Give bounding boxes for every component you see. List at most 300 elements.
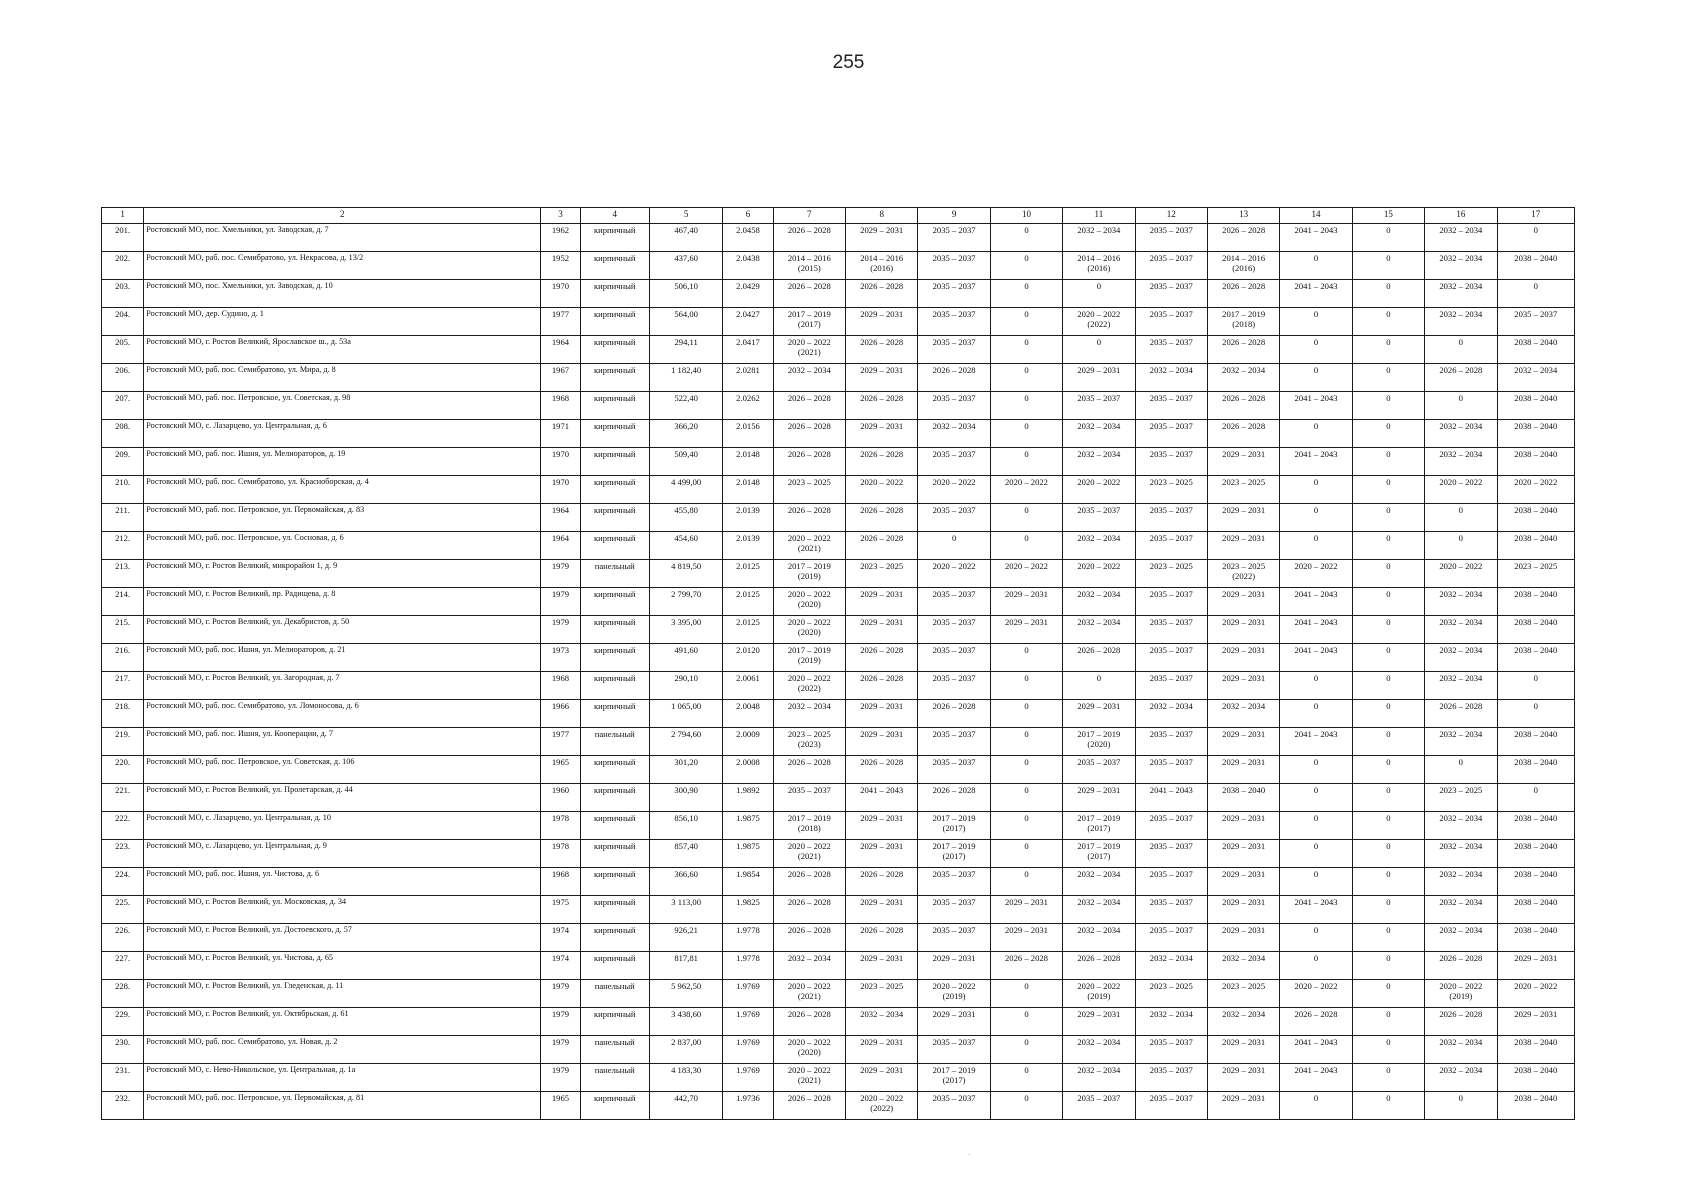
row-number-cell: 219. — [102, 728, 144, 756]
column-header: 2 — [144, 208, 541, 224]
period-actual-year: (2021) — [797, 543, 821, 554]
period-actual-year: (2016) — [870, 263, 894, 274]
period-actual-year: (2016) — [1232, 263, 1256, 274]
table-cell: 0 — [1352, 308, 1424, 336]
table-cell: 2023 – 2025 — [846, 560, 918, 588]
table-cell: 2020 – 2022 — [1425, 560, 1497, 588]
table-cell: 0 — [918, 532, 990, 560]
address-cell: Ростовский МО, раб. пос. Ишня, ул. Чистова, д. 6 — [144, 868, 541, 896]
table-cell: 1974 — [541, 924, 580, 952]
table-cell: 1970 — [541, 448, 580, 476]
period-range: 2020 – 2022 — [787, 981, 831, 991]
table-cell: 2029 – 2031 — [1207, 1064, 1279, 1092]
period-actual-year: (2022) — [870, 1103, 894, 1114]
table-cell: 2035 – 2037 — [1135, 924, 1207, 952]
table-cell: 0 — [990, 224, 1062, 252]
table-cell: 2035 – 2037 — [918, 896, 990, 924]
table-cell: 2029 – 2031 — [846, 364, 918, 392]
table-cell: 2029 – 2031 — [1207, 1092, 1279, 1120]
row-number-cell: 230. — [102, 1036, 144, 1064]
table-cell: 2.0148 — [723, 448, 773, 476]
table-cell: 2026 – 2028 — [846, 448, 918, 476]
table-row — [102, 644, 1575, 672]
table-cell: 2035 – 2037 — [1135, 644, 1207, 672]
table-cell — [1207, 308, 1279, 336]
column-header: 11 — [1063, 208, 1135, 224]
table-cell: 0 — [990, 812, 1062, 840]
table-cell: 2026 – 2028 — [1063, 644, 1135, 672]
table-cell: 454,60 — [649, 532, 722, 560]
table-cell: 1 065,00 — [649, 700, 722, 728]
row-number-cell: 205. — [102, 336, 144, 364]
table-cell: 2029 – 2031 — [1207, 616, 1279, 644]
table-cell: 2032 – 2034 — [1425, 420, 1497, 448]
table-cell: 2026 – 2028 — [773, 224, 845, 252]
table-cell: кирпичный — [580, 224, 649, 252]
table-cell: 2035 – 2037 — [918, 504, 990, 532]
table-cell: 2038 – 2040 — [1497, 252, 1574, 280]
table-cell: 2035 – 2037 — [918, 728, 990, 756]
table-cell: 2029 – 2031 — [990, 616, 1062, 644]
table-cell: 0 — [1352, 364, 1424, 392]
table-cell: 0 — [990, 532, 1062, 560]
table-cell: 2041 – 2043 — [1280, 392, 1352, 420]
table-cell: 1.9854 — [723, 868, 773, 896]
table-cell: 2.0008 — [723, 756, 773, 784]
table-cell: 2032 – 2034 — [1063, 448, 1135, 476]
table-cell: 2035 – 2037 — [1135, 868, 1207, 896]
table-cell: 0 — [1280, 252, 1352, 280]
period-range: 2017 – 2019 — [1077, 841, 1121, 851]
table-cell: 2023 – 2025 — [1497, 560, 1574, 588]
table-cell: 857,40 — [649, 840, 722, 868]
table-cell: 2026 – 2028 — [1425, 952, 1497, 980]
table-cell — [773, 812, 845, 840]
table-cell: 2035 – 2037 — [918, 1036, 990, 1064]
period-actual-year: (2021) — [797, 1075, 821, 1086]
table-cell: 5 962,50 — [649, 980, 722, 1008]
table-cell: 1.9875 — [723, 840, 773, 868]
table-cell: 817,81 — [649, 952, 722, 980]
table-cell: 2029 – 2031 — [1207, 1036, 1279, 1064]
row-number-cell: 225. — [102, 896, 144, 924]
table-cell: 2020 – 2022 — [1497, 476, 1574, 504]
table-cell: 2035 – 2037 — [1135, 1036, 1207, 1064]
table-cell: 2.0048 — [723, 700, 773, 728]
table-cell: 0 — [1425, 392, 1497, 420]
table-cell: 2.0429 — [723, 280, 773, 308]
period-actual-year: (2017) — [797, 319, 821, 330]
table-cell: 2026 – 2028 — [846, 336, 918, 364]
table-cell: 2041 – 2043 — [1280, 616, 1352, 644]
table-cell: 2032 – 2034 — [1425, 896, 1497, 924]
table-cell: 2026 – 2028 — [846, 280, 918, 308]
table-cell: 2035 – 2037 — [1135, 308, 1207, 336]
column-header: 3 — [541, 208, 580, 224]
table-cell: 2032 – 2034 — [1063, 1036, 1135, 1064]
table-cell: 0 — [990, 280, 1062, 308]
table-cell: 2020 – 2022 — [1063, 476, 1135, 504]
table-cell: 2035 – 2037 — [1135, 840, 1207, 868]
table-cell: 300,90 — [649, 784, 722, 812]
table-cell: 2038 – 2040 — [1497, 392, 1574, 420]
table-cell: 2029 – 2031 — [918, 1008, 990, 1036]
table-cell: 0 — [990, 700, 1062, 728]
table-cell: 1978 — [541, 840, 580, 868]
table-cell: 2026 – 2028 — [773, 756, 845, 784]
table-cell: 2035 – 2037 — [773, 784, 845, 812]
table-cell: 2023 – 2025 — [1207, 476, 1279, 504]
period-actual-year: (2020) — [1087, 739, 1111, 750]
table-cell: 2035 – 2037 — [1135, 1064, 1207, 1092]
column-header: 17 — [1497, 208, 1574, 224]
table-cell: 2035 – 2037 — [918, 224, 990, 252]
row-number-cell: 220. — [102, 756, 144, 784]
table-cell: кирпичный — [580, 1008, 649, 1036]
table-cell: кирпичный — [580, 840, 649, 868]
table-cell: 2041 – 2043 — [1280, 728, 1352, 756]
table-cell: кирпичный — [580, 868, 649, 896]
table-cell: 2029 – 2031 — [1497, 952, 1574, 980]
table-cell: 1966 — [541, 700, 580, 728]
address-cell: Ростовский МО, г. Ростов Великий, пр. Радищева, д. 8 — [144, 588, 541, 616]
table-cell: 294,11 — [649, 336, 722, 364]
table-cell: панельный — [580, 1064, 649, 1092]
address-cell: Ростовский МО, г. Ростов Великий, ул. Загородная, д. 7 — [144, 672, 541, 700]
table-cell: 2032 – 2034 — [1425, 728, 1497, 756]
row-number-cell: 214. — [102, 588, 144, 616]
address-cell: Ростовский МО, раб. пос. Семибратово, ул. Красноборская, д. 4 — [144, 476, 541, 504]
table-cell: 2029 – 2031 — [990, 896, 1062, 924]
housing-repair-schedule-table — [101, 207, 1575, 1120]
table-cell: 2029 – 2031 — [846, 952, 918, 980]
table-cell: 0 — [1497, 700, 1574, 728]
row-number-cell: 229. — [102, 1008, 144, 1036]
table-cell: 2020 – 2022 — [990, 560, 1062, 588]
period-actual-year: (2016) — [1087, 263, 1111, 274]
table-cell: 0 — [1280, 336, 1352, 364]
table-row — [102, 336, 1575, 364]
table-cell: 2.0262 — [723, 392, 773, 420]
period-range: 2020 – 2022 — [1077, 981, 1121, 991]
table-row — [102, 672, 1575, 700]
table-cell: 2035 – 2037 — [1135, 392, 1207, 420]
table-cell: 2032 – 2034 — [1425, 252, 1497, 280]
table-cell: 1979 — [541, 1064, 580, 1092]
table-cell: 0 — [1352, 980, 1424, 1008]
address-cell: Ростовский МО, раб. пос. Петровское, ул. Советская, д. 106 — [144, 756, 541, 784]
period-range: 2014 – 2016 — [1222, 253, 1266, 263]
table-cell: панельный — [580, 980, 649, 1008]
table-cell: 0 — [990, 868, 1062, 896]
table-cell: 2020 – 2022 — [918, 476, 990, 504]
table-cell — [773, 728, 845, 756]
table-cell — [773, 336, 845, 364]
row-number-cell: 228. — [102, 980, 144, 1008]
address-cell: Ростовский МО, раб. пос. Ишня, ул. Кооперации, д. 7 — [144, 728, 541, 756]
period-range: 2017 – 2019 — [787, 309, 831, 319]
table-cell: 2035 – 2037 — [1135, 1092, 1207, 1120]
table-cell: 2029 – 2031 — [1063, 700, 1135, 728]
table-cell: 0 — [990, 644, 1062, 672]
table-row — [102, 252, 1575, 280]
table-cell: 0 — [990, 336, 1062, 364]
table-cell: 0 — [990, 756, 1062, 784]
address-cell: Ростовский МО, г. Ростов Великий, ул. Достоевского, д. 57 — [144, 924, 541, 952]
table-cell: 2032 – 2034 — [1207, 1008, 1279, 1036]
period-range: 2020 – 2022 — [787, 1065, 831, 1075]
period-actual-year: (2021) — [797, 851, 821, 862]
period-actual-year: (2021) — [797, 347, 821, 358]
address-cell: Ростовский МО, раб. пос. Петровское, ул. Первомайская, д. 83 — [144, 504, 541, 532]
table-cell: 2026 – 2028 — [773, 1008, 845, 1036]
table-cell: 2032 – 2034 — [1063, 924, 1135, 952]
table-cell: 2029 – 2031 — [1207, 588, 1279, 616]
table-row — [102, 308, 1575, 336]
address-cell: Ростовский МО, г. Ростов Великий, микрорайон 1, д. 9 — [144, 560, 541, 588]
row-number-cell: 213. — [102, 560, 144, 588]
table-cell: 1968 — [541, 672, 580, 700]
table-cell: кирпичный — [580, 280, 649, 308]
table-cell: 0 — [1280, 504, 1352, 532]
period-range: 2020 – 2022 — [932, 981, 976, 991]
table-cell: 1.9736 — [723, 1092, 773, 1120]
table-cell: 2029 – 2031 — [846, 616, 918, 644]
table-cell: 2026 – 2028 — [846, 672, 918, 700]
period-actual-year: (2019) — [1087, 991, 1111, 1002]
table-cell: 2032 – 2034 — [1135, 700, 1207, 728]
table-cell — [918, 812, 990, 840]
period-actual-year: (2018) — [797, 823, 821, 834]
table-cell: 2032 – 2034 — [773, 952, 845, 980]
table-cell: 1973 — [541, 644, 580, 672]
table-cell: 2032 – 2034 — [1207, 364, 1279, 392]
table-cell: 2029 – 2031 — [990, 924, 1062, 952]
table-cell: 506,10 — [649, 280, 722, 308]
table-cell: 2026 – 2028 — [1425, 700, 1497, 728]
table-row — [102, 476, 1575, 504]
table-cell — [773, 588, 845, 616]
address-cell: Ростовский МО, раб. пос. Петровское, ул. Советская, д. 98 — [144, 392, 541, 420]
table-cell: панельный — [580, 728, 649, 756]
table-cell: кирпичный — [580, 532, 649, 560]
table-cell: 856,10 — [649, 812, 722, 840]
table-cell: 2023 – 2025 — [1135, 476, 1207, 504]
table-cell: 2029 – 2031 — [1207, 840, 1279, 868]
table-cell: 0 — [1352, 336, 1424, 364]
table-cell: 2.0009 — [723, 728, 773, 756]
address-cell: Ростовский МО, раб. пос. Семибратово, ул. Новая, д. 2 — [144, 1036, 541, 1064]
table-cell: 1979 — [541, 1036, 580, 1064]
table-cell: 2035 – 2037 — [1135, 728, 1207, 756]
table-cell: 2032 – 2034 — [1063, 896, 1135, 924]
column-header: 12 — [1135, 208, 1207, 224]
table-cell — [1207, 252, 1279, 280]
table-cell: 2029 – 2031 — [846, 308, 918, 336]
table-cell: 2029 – 2031 — [846, 840, 918, 868]
table-cell: панельный — [580, 1036, 649, 1064]
table-cell: 2038 – 2040 — [1497, 896, 1574, 924]
table-cell: 2029 – 2031 — [1207, 672, 1279, 700]
table-cell: 0 — [1425, 756, 1497, 784]
table-cell: 2.0125 — [723, 560, 773, 588]
table-cell: 0 — [1280, 700, 1352, 728]
address-cell: Ростовский МО, г. Ростов Великий, ул. Чистова, д. 65 — [144, 952, 541, 980]
table-cell: 0 — [990, 980, 1062, 1008]
row-number-cell: 222. — [102, 812, 144, 840]
table-cell: 2.0120 — [723, 644, 773, 672]
table-cell: 2038 – 2040 — [1497, 504, 1574, 532]
table-cell: 1965 — [541, 756, 580, 784]
table-cell: 2035 – 2037 — [1135, 420, 1207, 448]
table-cell: 2.0139 — [723, 504, 773, 532]
row-number-cell: 232. — [102, 1092, 144, 1120]
table-row — [102, 1036, 1575, 1064]
row-number-cell: 207. — [102, 392, 144, 420]
table-cell — [1063, 308, 1135, 336]
table-cell: 4 819,50 — [649, 560, 722, 588]
row-number-cell: 224. — [102, 868, 144, 896]
table-cell: 0 — [990, 252, 1062, 280]
table-cell: 2032 – 2034 — [918, 420, 990, 448]
period-range: 2017 – 2019 — [1222, 309, 1266, 319]
table-cell: 0 — [1497, 784, 1574, 812]
table-cell: 0 — [1352, 728, 1424, 756]
table-cell: 0 — [1352, 952, 1424, 980]
table-header — [102, 208, 1575, 224]
row-number-cell: 223. — [102, 840, 144, 868]
row-number-cell: 202. — [102, 252, 144, 280]
period-actual-year: (2017) — [942, 851, 966, 862]
table-cell: 0 — [1352, 280, 1424, 308]
table-cell: 2035 – 2037 — [918, 588, 990, 616]
table-cell: 0 — [1280, 924, 1352, 952]
address-cell: Ростовский МО, раб. пос. Семибратово, ул. Ломоносова, д. 6 — [144, 700, 541, 728]
table-cell: 2.0061 — [723, 672, 773, 700]
table-row — [102, 420, 1575, 448]
table-cell: 1964 — [541, 504, 580, 532]
table-cell: 442,70 — [649, 1092, 722, 1120]
table-cell: 1979 — [541, 560, 580, 588]
address-cell: Ростовский МО, г. Ростов Великий, ул. Гледенская, д. 11 — [144, 980, 541, 1008]
table-cell — [773, 308, 845, 336]
table-cell: 2035 – 2037 — [1135, 252, 1207, 280]
table-cell: 2035 – 2037 — [1063, 756, 1135, 784]
table-cell: 290,10 — [649, 672, 722, 700]
table-row — [102, 280, 1575, 308]
table-cell: 0 — [1352, 784, 1424, 812]
row-number-cell: 209. — [102, 448, 144, 476]
table-cell: кирпичный — [580, 812, 649, 840]
table-cell: 0 — [990, 784, 1062, 812]
table-cell: 2032 – 2034 — [1425, 644, 1497, 672]
table-cell: 2029 – 2031 — [846, 812, 918, 840]
table-cell: кирпичный — [580, 476, 649, 504]
table-cell: 1978 — [541, 812, 580, 840]
table-cell: 2041 – 2043 — [1280, 644, 1352, 672]
table-cell: 2026 – 2028 — [846, 868, 918, 896]
table-cell: 1.9769 — [723, 1008, 773, 1036]
table-row — [102, 616, 1575, 644]
table-cell: 2026 – 2028 — [1425, 1008, 1497, 1036]
table-cell: 0 — [1063, 280, 1135, 308]
table-cell: 2023 – 2025 — [846, 980, 918, 1008]
table-cell: 2035 – 2037 — [918, 756, 990, 784]
table-cell: 2035 – 2037 — [1135, 588, 1207, 616]
table-cell: 1979 — [541, 588, 580, 616]
table-cell: 0 — [1425, 532, 1497, 560]
table-cell: 1.9875 — [723, 812, 773, 840]
address-cell: Ростовский МО, с. Нево-Никольское, ул. Центральная, д. 1а — [144, 1064, 541, 1092]
table-cell — [773, 644, 845, 672]
row-number-cell: 217. — [102, 672, 144, 700]
address-cell: Ростовский МО, г. Ростов Великий, ул. Октябрьская, д. 61 — [144, 1008, 541, 1036]
address-cell: Ростовский МО, с. Лазарцево, ул. Центральная, д. 9 — [144, 840, 541, 868]
table-cell: 2026 – 2028 — [1207, 392, 1279, 420]
table-cell: 2020 – 2022 — [1280, 560, 1352, 588]
table-cell: 2026 – 2028 — [773, 504, 845, 532]
period-range: 2020 – 2022 — [787, 589, 831, 599]
table-cell: 1971 — [541, 420, 580, 448]
table-cell: 2029 – 2031 — [1063, 1008, 1135, 1036]
stray-mark: . — [968, 1147, 971, 1157]
table-cell: панельный — [580, 560, 649, 588]
row-number-cell: 226. — [102, 924, 144, 952]
table-cell: 2041 – 2043 — [846, 784, 918, 812]
address-cell: Ростовский МО, г. Ростов Великий, ул. Декабристов, д. 50 — [144, 616, 541, 644]
table-cell: 3 438,60 — [649, 1008, 722, 1036]
table-cell: 2.0438 — [723, 252, 773, 280]
table-cell: 0 — [990, 420, 1062, 448]
table-cell: 2035 – 2037 — [1063, 392, 1135, 420]
table-cell: 2038 – 2040 — [1497, 420, 1574, 448]
table-cell: 1.9825 — [723, 896, 773, 924]
table-cell: 301,20 — [649, 756, 722, 784]
table-cell: 2026 – 2028 — [918, 364, 990, 392]
table-cell — [918, 980, 990, 1008]
period-range: 2020 – 2022 — [860, 1093, 904, 1103]
table-cell: 2035 – 2037 — [918, 392, 990, 420]
period-range: 2014 – 2016 — [860, 253, 904, 263]
table-row — [102, 588, 1575, 616]
table-cell: 1967 — [541, 364, 580, 392]
table-cell: 0 — [1280, 840, 1352, 868]
table-cell: 2035 – 2037 — [1135, 756, 1207, 784]
period-actual-year: (2019) — [797, 655, 821, 666]
table-cell: 2032 – 2034 — [1425, 812, 1497, 840]
period-range: 2017 – 2019 — [1077, 813, 1121, 823]
table-cell: 2026 – 2028 — [1207, 224, 1279, 252]
table-cell — [773, 1036, 845, 1064]
address-cell: Ростовский МО, с. Лазарцево, ул. Центральная, д. 6 — [144, 420, 541, 448]
table-cell: 2029 – 2031 — [1063, 364, 1135, 392]
table-cell: 2038 – 2040 — [1207, 784, 1279, 812]
table-row — [102, 1064, 1575, 1092]
table-cell: 1968 — [541, 392, 580, 420]
table-cell — [1063, 728, 1135, 756]
table-cell: 2035 – 2037 — [918, 252, 990, 280]
table-cell: 2020 – 2022 — [1497, 980, 1574, 1008]
table-cell: 2020 – 2022 — [1280, 980, 1352, 1008]
address-cell: Ростовский МО, с. Лазарцево, ул. Центральная, д. 10 — [144, 812, 541, 840]
table-cell: 2029 – 2031 — [846, 728, 918, 756]
table-row — [102, 896, 1575, 924]
table-cell: 2026 – 2028 — [773, 868, 845, 896]
table-cell: 2032 – 2034 — [1063, 1064, 1135, 1092]
table-cell: 2.0139 — [723, 532, 773, 560]
period-range: 2020 – 2022 — [787, 673, 831, 683]
table-row — [102, 784, 1575, 812]
